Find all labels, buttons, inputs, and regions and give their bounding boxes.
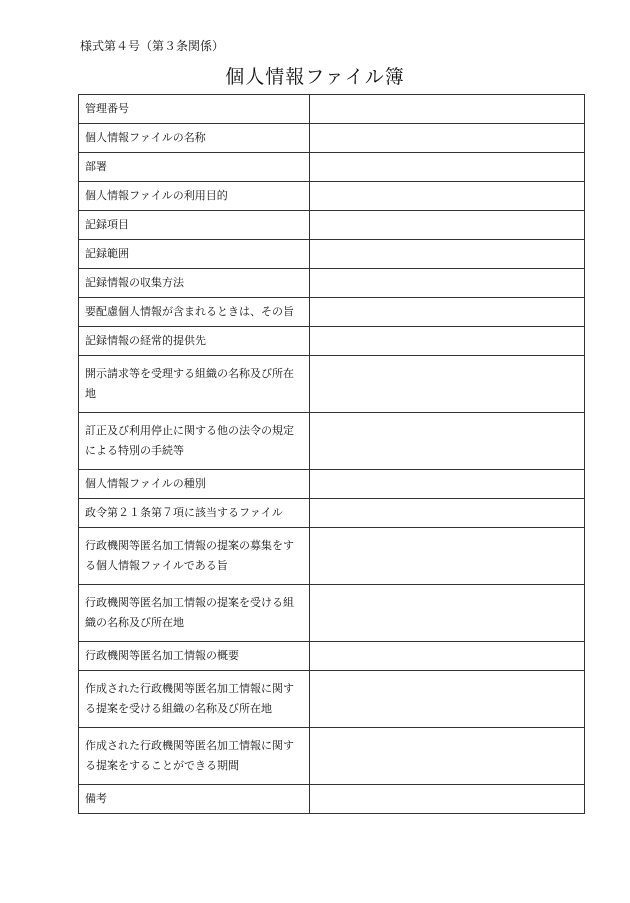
row-label: 個人情報ファイルの利用目的 [79,182,310,211]
row-value [310,356,585,413]
table-row [79,499,585,528]
row-value [310,413,585,470]
personal-info-file-register-table [78,94,585,814]
table-row [79,269,585,298]
row-label: 訂正及び利用停止に関する他の法令の規定による特別の手続等 [79,413,310,470]
table-row [79,153,585,182]
table-row [79,470,585,499]
row-label: 記録情報の収集方法 [79,269,310,298]
row-label: 部署 [79,153,310,182]
row-label: 作成された行政機関等匿名加工情報に関する提案をすることができる期間 [79,728,310,785]
row-label: 開示請求等を受理する組織の名称及び所在地 [79,356,310,413]
row-value [310,642,585,671]
row-value [310,671,585,728]
row-label: 要配慮個人情報が含まれるときは、その旨 [79,298,310,327]
row-value [310,95,585,124]
row-label: 管理番号 [79,95,310,124]
row-label: 行政機関等匿名加工情報の提案の募集をする個人情報ファイルである旨 [79,528,310,585]
table-row [79,585,585,642]
table-row [79,240,585,269]
table-row [79,124,585,153]
row-label: 個人情報ファイルの種別 [79,470,310,499]
table-row [79,356,585,413]
table-row [79,95,585,124]
row-label: 備考 [79,785,310,814]
row-value [310,585,585,642]
row-value [310,785,585,814]
row-value [310,728,585,785]
row-value [310,298,585,327]
row-value [310,327,585,356]
table-row [79,528,585,585]
table-row [79,182,585,211]
row-value [310,240,585,269]
row-label: 記録情報の経常的提供先 [79,327,310,356]
row-value [310,528,585,585]
row-label: 記録範囲 [79,240,310,269]
row-value [310,182,585,211]
row-value [310,269,585,298]
table-row [79,671,585,728]
row-value [310,153,585,182]
row-label: 個人情報ファイルの名称 [79,124,310,153]
table-row [79,413,585,470]
row-value [310,211,585,240]
table-row [79,728,585,785]
table-row [79,211,585,240]
row-value [310,124,585,153]
document-title: 個人情報ファイル簿 [225,66,405,88]
row-label: 作成された行政機関等匿名加工情報に関する提案を受ける組織の名称及び所在地 [79,671,310,728]
table-row [79,785,585,814]
row-label: 政令第２１条第７項に該当するファイル [79,499,310,528]
row-label: 行政機関等匿名加工情報の概要 [79,642,310,671]
row-value [310,499,585,528]
table-row [79,642,585,671]
row-label: 行政機関等匿名加工情報の提案を受ける組織の名称及び所在地 [79,585,310,642]
table-row [79,298,585,327]
form-number-label: 様式第４号（第３条関係） [80,39,225,53]
row-label: 記録項目 [79,211,310,240]
row-value [310,470,585,499]
table-row [79,327,585,356]
